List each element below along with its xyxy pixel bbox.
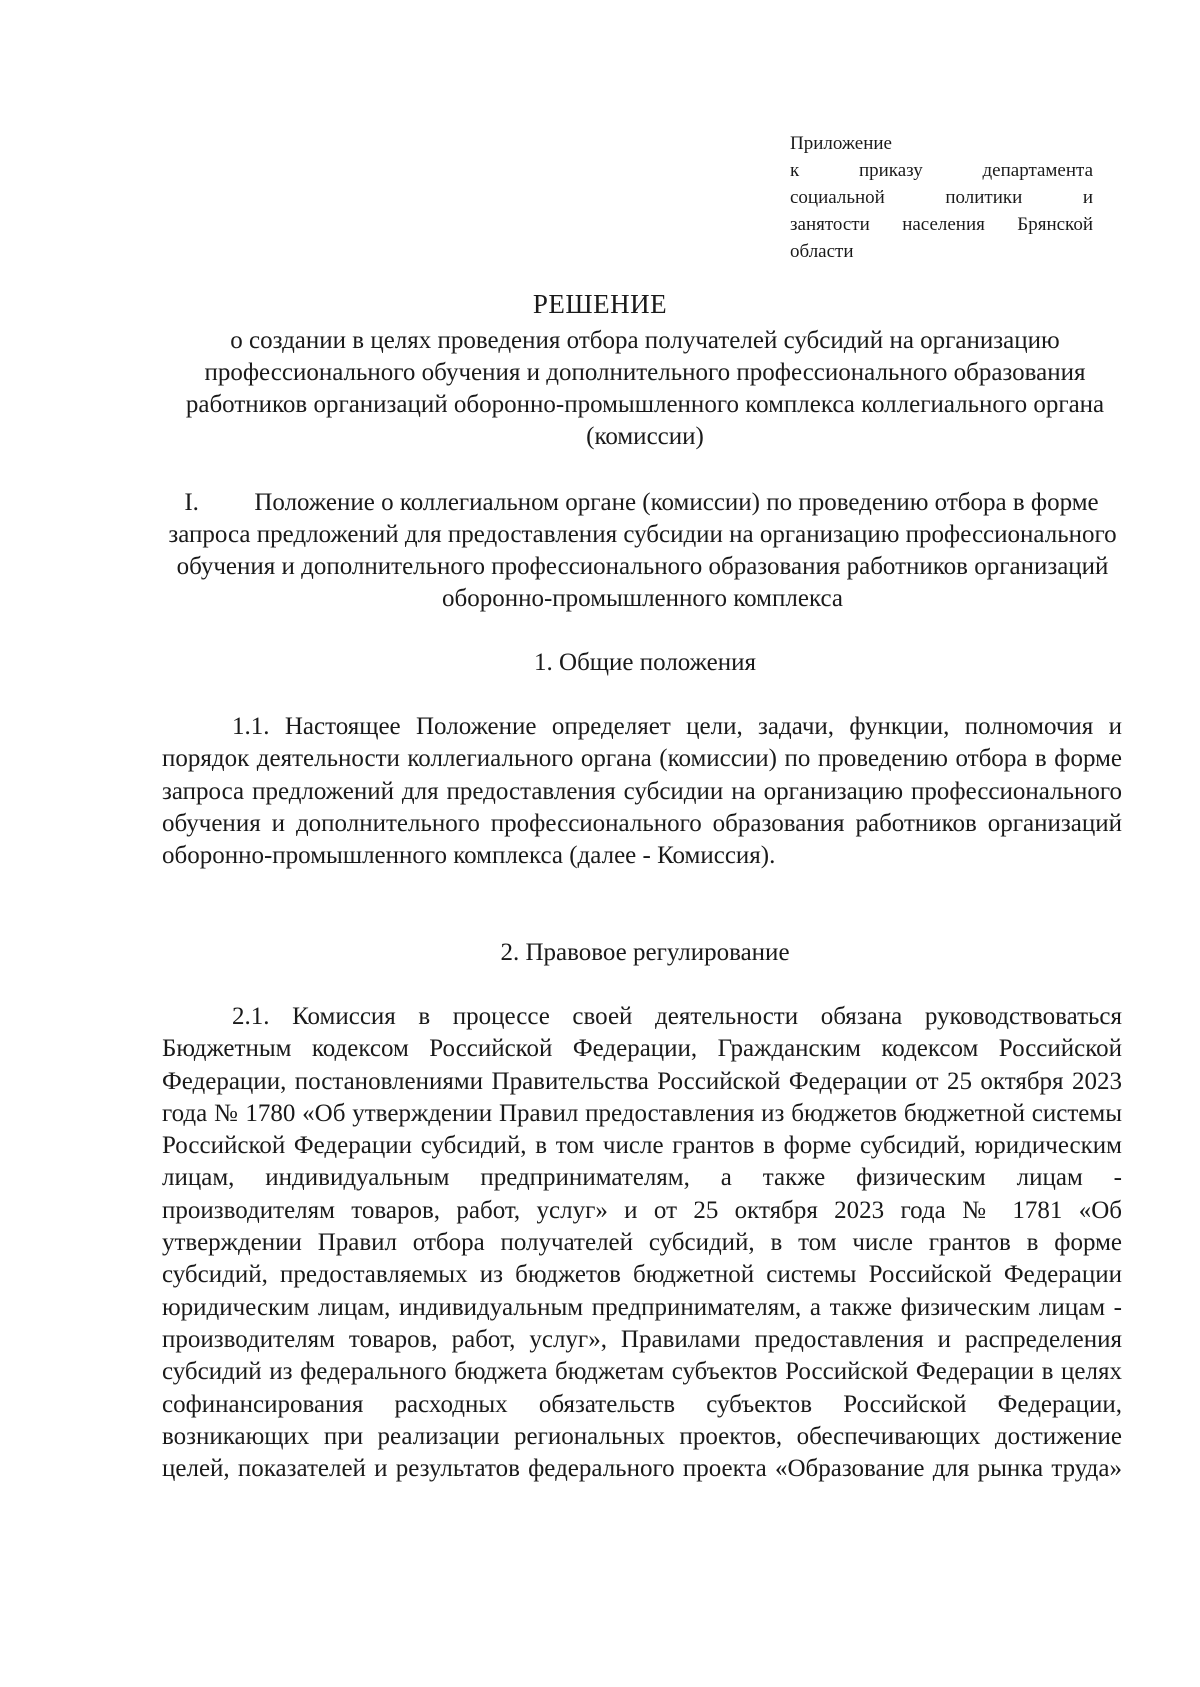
document-title: РЕШЕНИЕ bbox=[532, 289, 668, 319]
section-title: Положение о коллегиальном органе (комиссии) по проведению отбора в форме запроса предложений для предоставления субсидии на организацию профессионального обучения и дополнительного профессионального образования работников организаций оборонно-промышленного комплекса bbox=[168, 489, 1117, 612]
chapter-1-heading: 1. Общие положения bbox=[534, 649, 756, 676]
appendix-line: области bbox=[790, 241, 854, 262]
paragraph-2-1: 2.1. Комиссия в процессе своей деятельности обязана руководствоваться Бюджетным кодексом Российской Федерации, Гражданским кодексом Российской Федерации, постановлениями Правительства Российской Федерации от 25 октября 2023 года № 1780 «Об утверждении Правил предоставления из бюджетов бюджетной системы Российской Федерации субсидий, в том числе грантов в форме субсидий, юридическим лицам, индивидуальным предпринимателям, а также физическим лицам - производителям товаров, работ, услуг» и от 25 октября 2023 года № 1781 «Об утверждении Правил отбора получателей субсидий, в том числе грантов в форме субсидий, предоставляемых из бюджетов бюджетной системы Российской Федерации юридическим лицам, индивидуальным предпринимателям, а также физическим лицам - производителям товаров, работ, услуг», Правилами предоставления и распределения субсидий из федерального бюджета бюджетам субъектов Российской Федерации в целях софинансирования расходных обязательств субъектов Российской Федерации, возникающих при реализации региональных проектов, обеспечивающих достижение целей, показателей и результатов федерального проекта «Образование для рынка труда» bbox=[162, 1003, 1122, 1483]
paragraph-1-1: 1.1. Настоящее Положение определяет цели, задачи, функции, полномочия и порядок деятельности коллегиального органа (комиссии) по проведению отбора в форме запроса предложений для предоставления субсидии на организацию профессионального обучения и дополнительного профессионального образования работников организаций оборонно-промышленного комплекса (далее - Комиссия). bbox=[162, 713, 1122, 870]
section-number: I. bbox=[184, 489, 199, 516]
appendix-line: занятости населения Брянской bbox=[790, 214, 1093, 235]
section-one-heading bbox=[160, 487, 1125, 615]
appendix-note bbox=[790, 130, 1093, 265]
document-subtitle: о создании в целях проведения отбора получателей субсидий на организацию профессионального обучения и дополнительного профессионального образования работников организаций оборонно-промышленного комплекса коллегиального органа (комиссии) bbox=[185, 327, 1105, 450]
chapter-2-heading: 2. Правовое регулирование bbox=[500, 939, 790, 966]
appendix-line: Приложение bbox=[790, 133, 892, 154]
appendix-line: к приказу департамента bbox=[790, 160, 1093, 181]
appendix-line: социальной политики и bbox=[790, 187, 1093, 208]
